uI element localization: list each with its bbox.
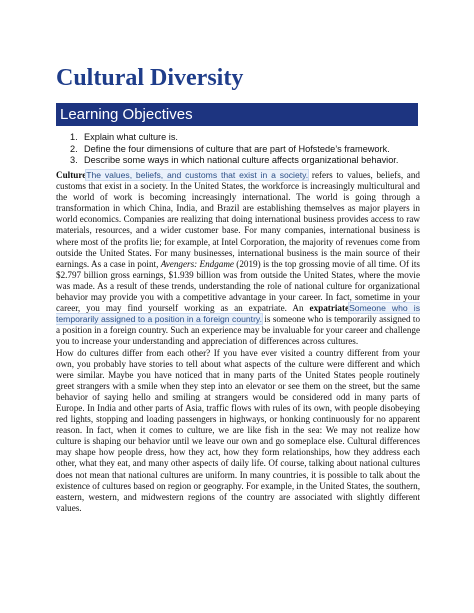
paragraph: How do cultures differ from each other? If you have ever visited a country different from your own, you probably have stories to tell about what aspects of the culture were different and which were similar. Maybe you have noticed that in many parts of the United States people routinely greet strangers with a smile when they step into an elevator or see them on the street, but the same behavior of saying hello and smiling at strangers would be considered odd in many parts of Europe. In India and other parts of Asia, traffic flows with rules of its own, with people disobeying red lights, stopping and loading passengers in highways, or honking continuously for no apparent reason. In fact, when it comes to culture, we are like fish in the sea: We may not realize how culture is shaping our behavior until we leave our own and go someplace else. Cultural differences may shape how people dress, how they act, how they form relationships, how they address each other, what they eat, and many other aspects of daily life. Of course, talking about national cultures does not mean that national cultures are uniform. In many countries, it is possible to talk about the existence of cultures based on region or geography. For example, in the United States, the southern, eastern, western, and midwestern regions of the country are associated with slightly different values. <box>56 347 420 513</box>
objective-text: Describe some ways in which national culture affects organizational behavior. <box>84 155 399 166</box>
list-number: 3. <box>70 155 78 166</box>
list-item <box>56 155 436 167</box>
section-header-bar <box>56 103 418 126</box>
list-item <box>56 144 436 156</box>
list-number: 2. <box>70 143 78 154</box>
definition-callout-culture[interactable]: The values, beliefs, and customs that exist in a society. <box>86 170 309 180</box>
paragraph-text: refers to values, beliefs, and customs that exist in a society. In the United States, the workforce is increasingly multicultural and the world of work is becoming increasingly international. The world is going through a transformation in which China, India, and Brazil are establishing themselves as major players in world economics. Companies are realizing that doing international business provides access to raw materials, resources, and a wider customer base. For many companies, international business is where most of the profits lie; for example, at Intel Corporation, the majority of revenues come from outside the United States. For many businesses, international business is the main source of their earnings. As a case in point, <box>56 170 420 269</box>
term-culture: Culture <box>56 170 87 180</box>
section-heading: Learning Objectives <box>60 106 193 123</box>
page-title: Cultural Diversity <box>56 65 244 91</box>
paragraph <box>56 170 420 348</box>
objective-text: Define the four dimensions of culture that are part of Hofstede’s framework. <box>84 143 390 154</box>
list-number: 1. <box>70 132 78 142</box>
body-text <box>56 170 420 514</box>
objective-text: Explain what culture is. <box>84 132 178 142</box>
film-title: Avengers: Endgame <box>160 258 234 269</box>
list-item <box>56 132 436 144</box>
learning-objectives-list <box>56 132 436 167</box>
term-expatriate: expatriate <box>309 303 350 314</box>
paragraph-text: is someone who is temporarily assigned to a position in a foreign country. Such an experience may be invaluable for your career and challenge you to increase your understanding and appreciation of differences across cultures. <box>56 314 421 347</box>
definition-callout-expatriate[interactable]: Someone who is temporarily assigned to a position in a foreign country. <box>56 303 420 325</box>
paragraph-text: (2019) is the top grossing movie of all time. Of its $2.797 billion gross earnings, $1.939 billion was from outside the United States, where the movie was made. As a result of these trends, understanding the role of national culture for organizational behavior may provide you with a competitive advantage in your career. In fact, sometime in your career, you may find yourself working as an expatriate. An <box>56 258 420 314</box>
